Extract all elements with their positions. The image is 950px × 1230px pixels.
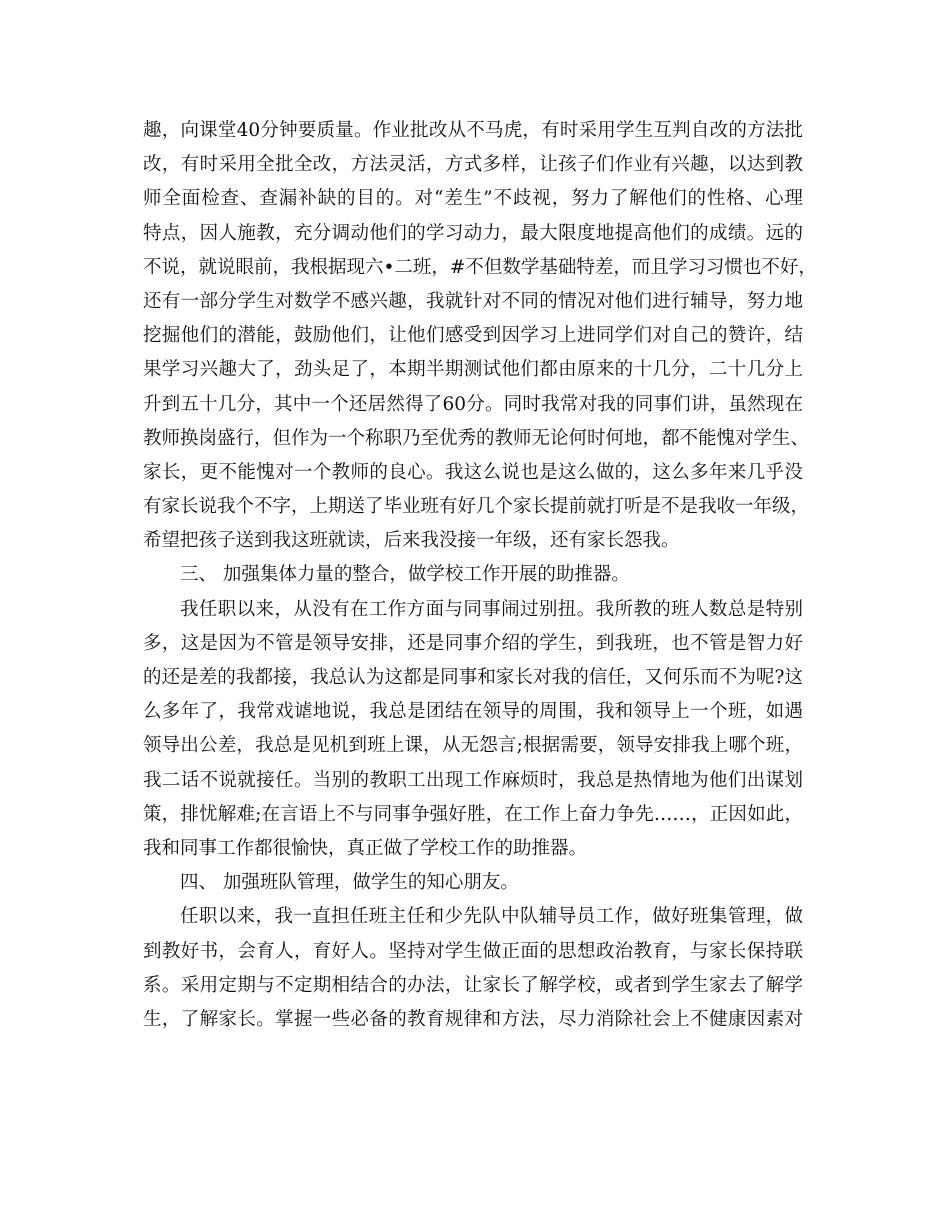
- paragraph-line: 策，排忧解难;在言语上不与同事争强好胜，在工作上奋力争先……，正因如此，: [143, 803, 803, 825]
- paragraph-line: 果学习兴趣大了，劲头足了，本期半期测试他们都由原来的十几分，二十几分上: [143, 359, 803, 381]
- paragraph-line: 教师换岗盛行，但作为一个称职乃至优秀的教师无论何时何地，都不能愧对学生、: [143, 427, 810, 449]
- paragraph-line: 系。采用定期与不定期相结合的办法，让家长了解学校，或者到学生家去了解学: [143, 974, 803, 996]
- paragraph-line: 到教好书，会育人，育好人。坚持对学生做正面的思想政治教育，与家长保持联: [143, 940, 803, 962]
- paragraph-line: 挖掘他们的潜能，鼓励他们，让他们感受到因学习上进同学们对自己的赞许，结: [143, 325, 803, 347]
- paragraph-line: 还有一部分学生对数学不感兴趣，我就针对不同的情况对他们进行辅导，努力地: [143, 290, 803, 312]
- paragraph-first-line: 我任职以来，从没有在工作方面与同事闹过别扭。我所教的班人数总是特别: [180, 598, 803, 620]
- paragraph-line: 升到五十几分，其中一个还居然得了60分。同时我常对我的同事们讲，虽然现在: [143, 393, 803, 415]
- paragraph-line: 有家长说我个不字，上期送了毕业班有好几个家长提前就打听是不是我收一年级，: [143, 496, 810, 518]
- paragraph-first-line: 四、 加强班队管理，做学生的知心朋友。: [180, 872, 519, 894]
- document-body: [143, 114, 817, 1037]
- paragraph-line: 生，了解家长。掌握一些必备的教育规律和方法，尽力消除社会上不健康因素对: [143, 1008, 803, 1030]
- paragraph-line: 改，有时采用全批全改，方法灵活，方式多样，让孩子们作业有兴趣，以达到教: [143, 154, 803, 176]
- paragraph-line: 希望把孩子送到我这班就读，后来我没接一年级，还有家长怨我。: [143, 530, 680, 552]
- paragraph-line: 我二话不说就接任。当别的教职工出现工作麻烦时，我总是热情地为他们出谋划: [143, 769, 803, 791]
- paragraph-line: 么多年了，我常戏谑地说，我总是团结在领导的周围，我和领导上一个班，如遇: [143, 701, 803, 723]
- paragraph-line: 领导出公差，我总是见机到班上课，从无怨言;根据需要，领导安排我上哪个班，: [143, 735, 803, 757]
- paragraph-line: 师全面检查、查漏补缺的目的。对“差生”不歧视，努力了解他们的性格、心理: [143, 188, 803, 210]
- paragraph-line: 我和同事工作都很愉快，真正做了学校工作的助推器。: [143, 837, 588, 859]
- paragraph-line: 特点，因人施教，充分调动他们的学习动力，最大限度地提高他们的成绩。远的: [143, 222, 803, 244]
- paragraph-first-line: 任职以来，我一直担任班主任和少先队中队辅导员工作，做好班集管理，做: [180, 906, 803, 928]
- paragraph-line: 不说，就说眼前，我根据现六•二班，#不但数学基础特差，而且学习习惯也不好，: [143, 256, 817, 278]
- paragraph-line: 家长，更不能愧对一个教师的良心。我这么说也是这么做的，这么多年来几乎没: [143, 461, 803, 483]
- paragraph-first-line: 三、 加强集体力量的整合，做学校工作开展的助推器。: [180, 564, 630, 586]
- paragraph-line: 趣，向课堂40分钟要质量。作业批改从不马虎，有时采用学生互判自改的方法批: [143, 120, 803, 141]
- paragraph-line: 多，这是因为不管是领导安排，还是同事介绍的学生，到我班，也不管是智力好: [143, 632, 803, 654]
- paragraph-line: 的还是差的我都接，我总认为这都是同事和家长对我的信任，又何乐而不为呢?这: [143, 667, 803, 688]
